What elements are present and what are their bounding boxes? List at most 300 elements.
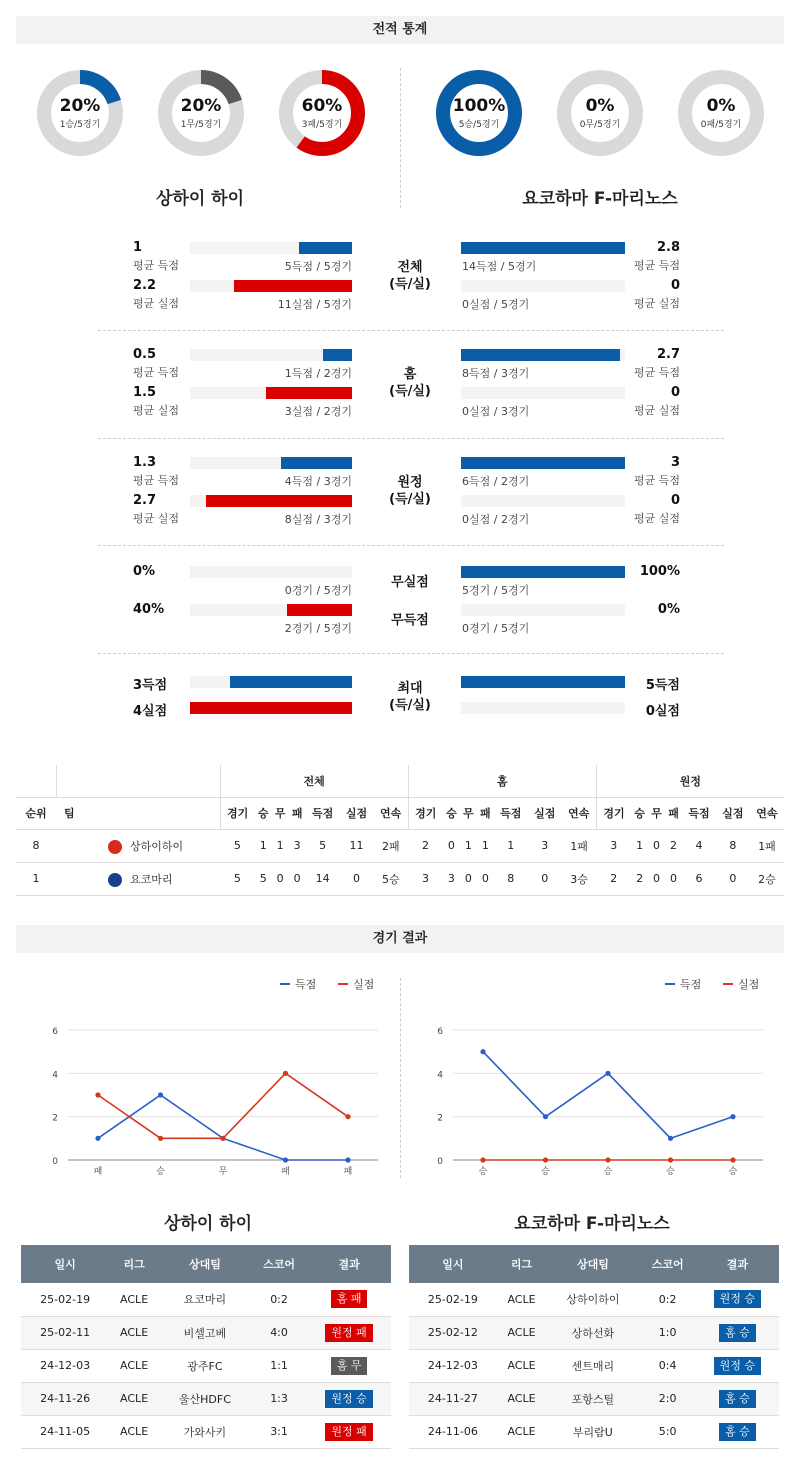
match-league: ACLE — [497, 1316, 546, 1349]
results-column-header: 상대팀 — [159, 1245, 251, 1283]
standings-column-header: 패 — [477, 797, 494, 829]
donut-record: 0무/5경기 — [579, 120, 621, 130]
right-stat-value: 100% — [639, 564, 680, 579]
series-point — [158, 1092, 163, 1097]
match-league: ACLE — [109, 1283, 159, 1316]
standings-cell: 0 — [340, 862, 374, 895]
match-opponent: 상하이하이 — [546, 1283, 639, 1316]
standings-column-header: 경기 — [220, 797, 255, 829]
standings-cell: 2승 — [750, 862, 784, 895]
left-bar-track — [190, 702, 352, 714]
standings-cell: 0 — [665, 862, 682, 895]
left-stat-label: 평균 실점 — [133, 512, 180, 525]
match-opponent: 요코마리 — [159, 1283, 251, 1316]
donut-percent: 0% — [585, 96, 615, 116]
donut-percent: 20% — [59, 96, 101, 116]
group-divider — [98, 438, 724, 439]
left-stat-detail: 0경기 / 5경기 — [284, 584, 352, 597]
right-stat-label: 평균 득점 — [633, 259, 680, 272]
standings-cell: 0 — [648, 829, 665, 862]
left-bar-track — [190, 566, 352, 578]
x-tick-label: 승 — [478, 1167, 488, 1177]
left-stat-label: 평균 실점 — [133, 297, 180, 310]
match-score: 4:0 — [251, 1316, 307, 1349]
series-point — [95, 1092, 100, 1097]
match-opponent: 비셀고베 — [159, 1316, 251, 1349]
donut-chart — [557, 70, 643, 156]
right-stat-value: 0실점 — [645, 704, 680, 719]
x-tick-label: 승 — [728, 1167, 738, 1177]
x-tick-label: 패 — [281, 1167, 290, 1177]
match-score: 0:2 — [640, 1283, 696, 1316]
series-point — [543, 1157, 548, 1162]
standings-group-header: 전체 — [220, 765, 408, 797]
results-row — [21, 1415, 391, 1448]
x-tick-label: 승 — [666, 1167, 675, 1177]
standings-cell: 5 — [255, 862, 272, 895]
right-stat-detail: 5경기 / 5경기 — [462, 584, 530, 597]
left-goals-chart — [30, 970, 390, 1180]
standings-column-header: 무 — [460, 797, 477, 829]
donut-chart — [279, 70, 365, 156]
stat-group-label-line: 홈 — [403, 367, 417, 382]
series-point — [283, 1071, 288, 1076]
left-stat-label: 평균 득점 — [133, 474, 180, 487]
match-league: ACLE — [497, 1283, 546, 1316]
match-score: 0:2 — [251, 1283, 307, 1316]
standings-cell: 0 — [289, 862, 306, 895]
standings-column-header: 실점 — [716, 797, 750, 829]
match-result — [307, 1316, 391, 1349]
left-stat-value: 2.2 — [133, 278, 157, 293]
match-result — [696, 1415, 779, 1448]
match-opponent: 울산HDFC — [159, 1382, 251, 1415]
standings-cell: 3 — [408, 862, 443, 895]
match-league: ACLE — [497, 1415, 546, 1448]
right-bar-track — [461, 702, 625, 714]
left-bar-track — [190, 676, 352, 688]
standings-blank — [16, 765, 56, 797]
match-league: ACLE — [497, 1382, 546, 1415]
right-goals-chart — [415, 970, 775, 1180]
standings-cell: 5 — [220, 862, 255, 895]
left-bar-track — [190, 242, 352, 254]
series-point — [345, 1157, 350, 1162]
x-tick-label: 패 — [93, 1167, 103, 1177]
left-results-table — [21, 1245, 391, 1449]
left-stat-detail: 2경기 / 5경기 — [284, 622, 352, 635]
standings-cell: 3 — [443, 862, 460, 895]
stat-group-label-line: (득/실) — [389, 277, 431, 292]
right-stat-value: 3 — [670, 455, 680, 470]
standings-column-header: 순위 — [16, 797, 56, 829]
donut-percent: 100% — [452, 96, 506, 116]
left-stat-detail: 5득점 / 5경기 — [284, 260, 352, 273]
result-badge: 홈 승 — [719, 1390, 756, 1408]
left-bar-fill — [266, 387, 352, 399]
right-team-name: 요코하마 F-마리노스 — [522, 189, 678, 209]
match-score: 5:0 — [640, 1415, 696, 1448]
right-results-table — [409, 1245, 779, 1449]
left-stat-value: 2.7 — [133, 493, 157, 508]
standings-cell: 1 — [477, 829, 494, 862]
results-row — [21, 1316, 391, 1349]
standings-cell: 0 — [716, 862, 750, 895]
right-bar-track — [461, 495, 625, 507]
results-column-header: 스코어 — [251, 1245, 307, 1283]
match-result — [696, 1316, 779, 1349]
right-stat-detail: 8득점 / 3경기 — [462, 367, 530, 380]
results-header-row — [21, 1245, 391, 1283]
right-stat-detail: 0실점 / 3경기 — [462, 405, 530, 418]
standings-cell: 0 — [272, 862, 289, 895]
series-line — [98, 1095, 348, 1160]
series-line — [483, 1052, 733, 1139]
standings-team[interactable] — [56, 862, 220, 895]
right-results-team-name: 요코하마 F-마리노스 — [514, 1214, 670, 1234]
donut-record: 1승/5경기 — [59, 120, 101, 130]
left-bar-track — [190, 604, 352, 616]
results-row — [21, 1349, 391, 1382]
standings-cell: 5승 — [373, 862, 408, 895]
x-tick-label: 패 — [343, 1167, 353, 1177]
left-bar-track — [190, 280, 352, 292]
left-team-name: 상하이 하이 — [155, 189, 245, 209]
standings-team-name: 상하이하이 — [130, 839, 184, 853]
match-date: 25-02-19 — [21, 1283, 109, 1316]
legend-label: 실점 — [353, 978, 375, 991]
standings-column-header: 실점 — [528, 797, 562, 829]
standings-cell: 0 — [443, 829, 460, 862]
standings-cell: 14 — [306, 862, 340, 895]
series-point — [95, 1136, 100, 1141]
group-divider — [98, 545, 724, 546]
x-tick-label: 승 — [603, 1167, 613, 1177]
divider — [400, 978, 401, 1178]
standings-cell: 1패 — [562, 829, 597, 862]
stat-group-label-line: (득/실) — [389, 384, 431, 399]
stat-group-label: 무실점 — [391, 575, 429, 590]
result-badge: 원정 승 — [325, 1390, 372, 1408]
left-bar-fill — [190, 702, 352, 714]
team-crest-icon — [108, 840, 122, 854]
left-stat-value: 4실점 — [133, 704, 168, 719]
standings-cell: 1 — [460, 829, 477, 862]
right-bar-fill — [461, 457, 625, 469]
standings-cell: 0 — [460, 862, 477, 895]
stat-group-label: 무득점 — [391, 613, 429, 628]
team-crest-icon — [108, 873, 122, 887]
standings-cell: 2 — [596, 862, 631, 895]
standings-group-header: 원정 — [596, 765, 784, 797]
results-column-header: 결과 — [307, 1245, 391, 1283]
standings-column-header: 무 — [648, 797, 665, 829]
standings-table — [16, 765, 784, 896]
right-bar-track — [461, 387, 625, 399]
left-stat-detail: 3실점 / 2경기 — [284, 405, 352, 418]
section-title-results: 경기 결과 — [16, 925, 784, 953]
right-stat-value: 5득점 — [645, 678, 680, 693]
standings-row — [16, 829, 784, 862]
left-stat-value: 1.5 — [133, 385, 157, 400]
stat-group-label-line: 원정 — [397, 475, 423, 490]
right-bar-fill — [461, 349, 620, 361]
results-row — [409, 1382, 779, 1415]
standings-group-header: 홈 — [408, 765, 596, 797]
right-stat-label: 평균 실점 — [633, 297, 680, 310]
stat-group-label — [360, 680, 460, 714]
results-column-header: 결과 — [696, 1245, 779, 1283]
standings-column-header: 승 — [631, 797, 648, 829]
standings-column-header: 무 — [272, 797, 289, 829]
results-column-header: 상대팀 — [546, 1245, 639, 1283]
match-date: 24-12-03 — [409, 1349, 497, 1382]
standings-column-header: 연속 — [562, 797, 597, 829]
left-stat-value: 1.3 — [133, 455, 157, 470]
standings-cell: 1 — [631, 829, 648, 862]
left-bar-track — [190, 495, 352, 507]
results-row — [409, 1316, 779, 1349]
match-opponent: 부리람U — [546, 1415, 639, 1448]
results-header-row — [409, 1245, 779, 1283]
x-tick-label: 승 — [156, 1167, 165, 1177]
legend-label: 득점 — [295, 978, 317, 991]
standings-cell: 6 — [682, 862, 716, 895]
donut-record: 0패/5경기 — [700, 120, 742, 130]
standings-cell: 11 — [340, 829, 374, 862]
right-stat-detail: 6득점 / 2경기 — [462, 475, 530, 488]
standings-rank: 1 — [16, 862, 56, 895]
standings-cell: 5 — [220, 829, 255, 862]
standings-row — [16, 862, 784, 895]
result-badge: 홈 승 — [719, 1423, 756, 1441]
match-date: 24-12-03 — [21, 1349, 109, 1382]
right-stat-detail: 0경기 / 5경기 — [462, 622, 530, 635]
y-tick-label: 2 — [437, 1113, 443, 1124]
right-stat-detail: 0실점 / 5경기 — [462, 298, 530, 311]
match-date: 25-02-12 — [409, 1316, 497, 1349]
results-row — [21, 1382, 391, 1415]
donut-percent: 20% — [180, 96, 222, 116]
standings-cell: 3 — [528, 829, 562, 862]
right-bar-track — [461, 349, 625, 361]
y-tick-label: 6 — [52, 1027, 58, 1037]
standings-cell: 1 — [255, 829, 272, 862]
results-row — [409, 1283, 779, 1316]
match-score: 0:4 — [640, 1349, 696, 1382]
right-stat-value: 2.7 — [656, 347, 680, 362]
y-tick-label: 6 — [437, 1027, 443, 1037]
left-stat-value: 1 — [133, 240, 143, 255]
match-league: ACLE — [497, 1349, 546, 1382]
result-badge: 원정 패 — [325, 1423, 372, 1441]
series-point — [480, 1157, 485, 1162]
chart-legend — [665, 977, 759, 991]
standings-cell: 1 — [272, 829, 289, 862]
results-row — [409, 1415, 779, 1448]
series-point — [480, 1049, 485, 1054]
standings-blank — [56, 765, 220, 797]
series-point — [668, 1136, 673, 1141]
donut-record: 1무/5경기 — [180, 120, 222, 130]
series-point — [543, 1114, 548, 1119]
result-badge: 원정 승 — [714, 1290, 761, 1308]
right-stat-label: 평균 득점 — [633, 366, 680, 379]
donut-chart — [678, 70, 764, 156]
left-stat-detail: 4득점 / 3경기 — [284, 475, 352, 488]
legend-label: 실점 — [738, 978, 760, 991]
left-stat-label: 평균 실점 — [133, 404, 180, 417]
standings-cell: 2 — [631, 862, 648, 895]
result-badge: 원정 패 — [325, 1324, 372, 1342]
standings-cell: 0 — [528, 862, 562, 895]
stat-group-label — [360, 366, 460, 400]
left-results-team-name: 상하이 하이 — [163, 1214, 253, 1234]
results-column-header: 리그 — [109, 1245, 159, 1283]
left-bar-track — [190, 349, 352, 361]
series-point — [345, 1114, 350, 1119]
standings-cell: 8 — [494, 862, 528, 895]
right-bar-track — [461, 242, 625, 254]
right-bar-fill — [461, 566, 625, 578]
left-stat-detail: 1득점 / 2경기 — [284, 367, 352, 380]
right-bar-track — [461, 566, 625, 578]
result-badge: 홈 승 — [719, 1324, 756, 1342]
match-league: ACLE — [109, 1382, 159, 1415]
match-score: 1:3 — [251, 1382, 307, 1415]
results-column-header: 스코어 — [640, 1245, 696, 1283]
standings-column-header: 연속 — [373, 797, 408, 829]
left-stat-value: 3득점 — [133, 678, 168, 693]
right-stat-value: 0 — [670, 278, 680, 293]
standings-column-header: 승 — [255, 797, 272, 829]
standings-cell: 1 — [494, 829, 528, 862]
standings-column-header: 연속 — [750, 797, 784, 829]
series-point — [668, 1157, 673, 1162]
match-result — [307, 1283, 391, 1316]
right-stat-detail: 0실점 / 2경기 — [462, 513, 530, 526]
standings-cell: 0 — [477, 862, 494, 895]
series-point — [730, 1114, 735, 1119]
x-tick-label: 승 — [541, 1167, 550, 1177]
results-column-header: 일시 — [21, 1245, 109, 1283]
result-badge: 홈 무 — [331, 1357, 368, 1375]
right-stat-value: 2.8 — [656, 240, 680, 255]
standings-group-row — [16, 765, 784, 797]
right-stat-detail: 14득점 / 5경기 — [462, 260, 537, 273]
left-bar-track — [190, 387, 352, 399]
match-result — [696, 1349, 779, 1382]
donut-chart — [37, 70, 123, 156]
standings-header-row — [16, 797, 784, 829]
standings-cell: 2 — [665, 829, 682, 862]
donut-percent: 60% — [301, 96, 343, 116]
y-tick-label: 4 — [437, 1070, 443, 1081]
match-opponent: 광주FC — [159, 1349, 251, 1382]
match-opponent: 센트매리 — [546, 1349, 639, 1382]
standings-column-header: 팀 — [56, 797, 220, 829]
right-bar-track — [461, 280, 625, 292]
divider — [400, 68, 401, 208]
series-line — [98, 1073, 348, 1138]
standings-team[interactable] — [56, 829, 220, 862]
stat-group-label — [360, 259, 460, 293]
match-score: 1:0 — [640, 1316, 696, 1349]
standings-column-header: 득점 — [306, 797, 340, 829]
left-stat-value: 0% — [133, 564, 156, 579]
standings-column-header: 실점 — [340, 797, 374, 829]
x-tick-label: 무 — [218, 1167, 228, 1177]
left-stat-label: 평균 득점 — [133, 366, 180, 379]
match-league: ACLE — [109, 1316, 159, 1349]
right-bar-track — [461, 676, 625, 688]
standings-team-name: 요코마리 — [130, 872, 173, 886]
stat-group-label-line: (득/실) — [389, 698, 431, 713]
donut-percent: 0% — [706, 96, 736, 116]
stat-group-label — [360, 474, 460, 508]
right-stat-value: 0 — [670, 385, 680, 400]
left-bar-fill — [230, 676, 352, 688]
y-tick-label: 0 — [437, 1157, 443, 1167]
standings-column-header: 득점 — [682, 797, 716, 829]
standings-cell: 5 — [306, 829, 340, 862]
right-stat-label: 평균 득점 — [633, 474, 680, 487]
left-bar-track — [190, 457, 352, 469]
legend-label: 득점 — [680, 978, 702, 991]
y-tick-label: 4 — [52, 1070, 58, 1081]
series-point — [730, 1157, 735, 1162]
right-stat-label: 평균 실점 — [633, 404, 680, 417]
stat-group-label-line: (득/실) — [389, 492, 431, 507]
right-stat-value: 0 — [670, 493, 680, 508]
results-column-header: 일시 — [409, 1245, 497, 1283]
standings-column-header: 패 — [665, 797, 682, 829]
match-date: 24-11-06 — [409, 1415, 497, 1448]
left-bar-fill — [206, 495, 352, 507]
standings-cell: 1패 — [750, 829, 784, 862]
standings-column-header: 득점 — [494, 797, 528, 829]
y-tick-label: 0 — [52, 1157, 58, 1167]
series-point — [605, 1071, 610, 1076]
match-result — [307, 1415, 391, 1448]
match-date: 25-02-19 — [409, 1283, 497, 1316]
result-badge: 홈 패 — [331, 1290, 368, 1308]
match-opponent: 포항스틸 — [546, 1382, 639, 1415]
match-date: 24-11-26 — [21, 1382, 109, 1415]
left-stat-label: 평균 득점 — [133, 259, 180, 272]
series-point — [605, 1157, 610, 1162]
donut-chart — [436, 70, 522, 156]
stat-group-label-line: 전체 — [397, 260, 423, 275]
standings-cell: 3승 — [562, 862, 597, 895]
standings-column-header: 경기 — [596, 797, 631, 829]
standings-cell: 2패 — [373, 829, 408, 862]
match-league: ACLE — [109, 1349, 159, 1382]
y-tick-label: 2 — [52, 1113, 58, 1124]
results-column-header: 리그 — [497, 1245, 546, 1283]
donut-chart — [158, 70, 244, 156]
match-result — [307, 1382, 391, 1415]
chart-legend — [280, 977, 374, 991]
donut-record: 5승/5경기 — [458, 120, 500, 130]
left-stat-detail: 11실점 / 5경기 — [277, 298, 352, 311]
match-score: 1:1 — [251, 1349, 307, 1382]
standings-cell: 3 — [289, 829, 306, 862]
group-divider — [98, 330, 724, 331]
standings-rank: 8 — [16, 829, 56, 862]
result-badge: 원정 승 — [714, 1357, 761, 1375]
group-divider — [98, 653, 724, 654]
